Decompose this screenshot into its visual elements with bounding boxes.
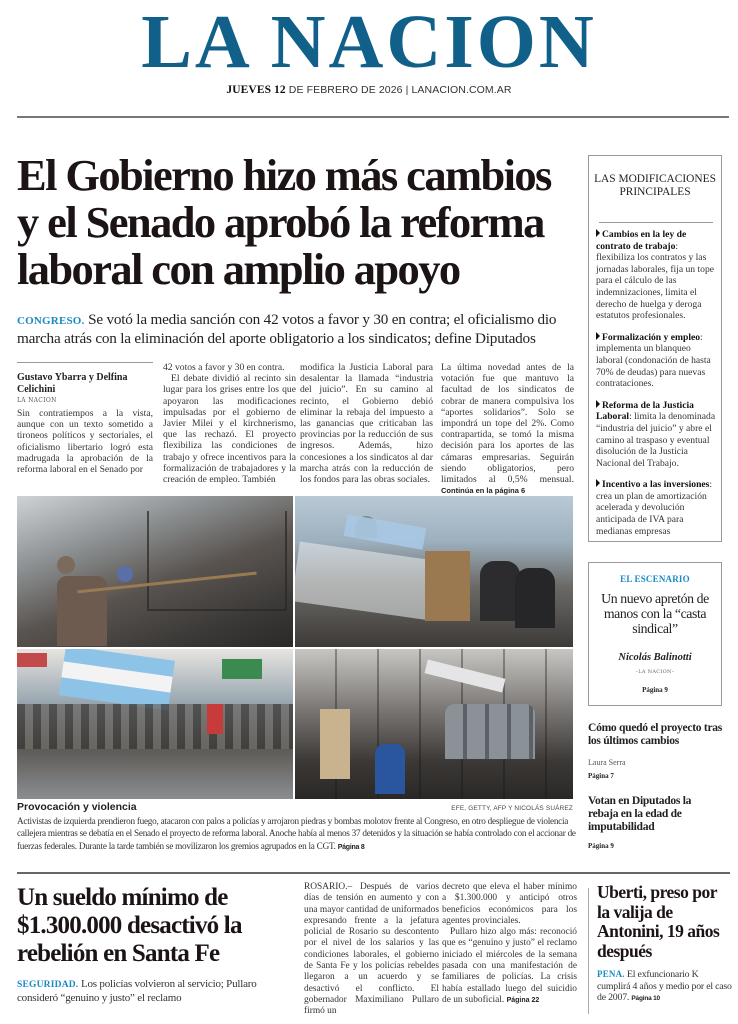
person-body	[515, 568, 555, 628]
sidebar-item-text: : crea un plan de amortización acelerada y devolución anticipada de IVA para medianas empresas	[596, 479, 713, 537]
photo-credit: EFE, GETTY, AFP Y NICOLÁS SUÁREZ	[451, 805, 573, 812]
lead-byline: Gustavo Ybarra y Delfina Celichini	[17, 372, 128, 395]
sign-shape	[222, 659, 262, 679]
santa-fe-page-link[interactable]: Página 22	[506, 996, 540, 1004]
santa-fe-column-1: ROSARIO.– Después de varios días de tensión en aumento y con una mayor cantidad de uniformados expresando frente a la jefatura policial de Rosario su descontento por el nivel de los salarios y las condiciones laborales, el gobierno de Santa Fe y los policías rebeldes llegaron a un acuerdo y se desactivó el conflicto. El gobernador Maximiliano Pullaro firmó un	[304, 882, 439, 1017]
lead-headline: El Gobierno hizo más cambios y el Senado aprobó la reforma laboral con amplio apoyo	[17, 150, 551, 294]
photo-protesters-fence[interactable]	[17, 496, 293, 647]
escenario-label: EL ESCENARIO	[620, 574, 690, 584]
sidebar-item-bold: Formalización y empleo	[602, 331, 701, 343]
lead-column-1: Sin contratiempos a la vista, aunque con un texto sometido a tironeos políticos y sectoriales, el oficialismo libertario logró esta madrugada la aprobación de la reforma laboral en el Senado por	[17, 408, 153, 476]
byline-divider	[17, 362, 153, 363]
fence-shape	[147, 511, 287, 611]
sidebar-list-item	[596, 400, 716, 470]
side-story-headline[interactable]: Votan en Diputados la rebaja en la edad de imputabilidad	[588, 794, 692, 833]
lead-column-2-para-2: El debate dividió al recinto sin lugar para los grises entre los que apoyaron las modificaciones impulsadas por el gobierno de Javier Milei y el kirchnerismo, que las rechazó. El proyecto flexibiliza las condiciones de trabajo y ofrece incentivos para la formalización de trabajadores y la creación de empleo. También	[163, 373, 296, 486]
dateline-day: JUEVES 12	[226, 84, 286, 96]
santa-fe-headline: Un sueldo mínimo de $1.300.000 desactivó la rebelión en Santa Fe	[17, 884, 242, 967]
santa-fe-column-2-para-2	[442, 927, 577, 1006]
person-body	[57, 576, 107, 646]
police-shields	[445, 704, 535, 759]
sidebar-item-text: : flexibiliza los contratos y las jornadas laborales, fija un tope para el cálculo de las indemnizaciones, limita el derecho de huelga y deroga estatutos profesionales.	[596, 240, 715, 322]
santa-fe-deck	[17, 978, 297, 1005]
dateline-rest: DE FEBRERO DE 2026 | LANACION.COM.AR	[285, 84, 512, 96]
sidebar-box-list	[596, 229, 716, 547]
photo-grid	[17, 496, 573, 799]
side-story-author: Laura Serra	[588, 758, 626, 767]
escenario-box[interactable]	[588, 562, 722, 706]
sidebar-list-item	[596, 479, 716, 537]
side-story-page-link[interactable]: Página 9	[588, 842, 614, 850]
side-story-headline[interactable]: Cómo quedó el proyecto tras los últimos cambios	[588, 721, 723, 747]
bullet-arrow-icon	[596, 400, 600, 408]
masthead-logo: LA NACION	[141, 0, 597, 84]
escenario-headline: Un nuevo apretón de manos con la “casta sindical”	[601, 591, 709, 636]
santa-fe-kicker: SEGURIDAD.	[17, 980, 79, 990]
lead-column-2-para-1: 42 votos a favor y 30 en contra.	[163, 362, 285, 373]
lead-column-3: modifica la Justicia Laboral para desalentar la llamada “industria del juicio”. En su camino al recinto, el Gobierno debió eliminar la rebaja del impuesto a las ganancias que criticaban las provincias por la reducción de sus ingresos. Además, hizo concesiones a los sindicatos al dar marcha atrás con la reducción de los fondos para las obras sociales.	[300, 362, 433, 486]
person-red-shirt	[207, 704, 223, 734]
uberti-headline: Uberti, preso por la valija de Antonini, 19 años después	[597, 882, 720, 961]
sidebar-box-divider	[599, 222, 713, 223]
photo-flag-protest[interactable]	[17, 649, 293, 799]
santa-fe-column-2	[442, 882, 577, 1006]
photo-police-shields[interactable]	[295, 649, 573, 799]
lead-column-4	[441, 362, 574, 496]
sidebar-item-bold: Incentivo a las inversiones	[602, 479, 710, 491]
person-head	[57, 556, 75, 574]
sidebar-modificaciones-box	[588, 155, 722, 542]
sidebar-box-title: LAS MODIFICACIONES PRINCIPALES	[594, 173, 716, 198]
person-body	[480, 561, 520, 621]
continues-link[interactable]: Continúa en la página 6	[441, 486, 526, 496]
dateline	[0, 84, 738, 96]
banner-shape	[17, 653, 47, 667]
bullet-arrow-icon	[596, 479, 600, 487]
lead-kicker: CONGRESO.	[17, 315, 85, 327]
lead-deck-text: Se votó la media sanción con 42 votos a favor y 30 en contra; el oficialismo dio marcha atrás con la eliminación del aporte obligatorio a los sindicatos; define Diputados	[17, 311, 557, 347]
santa-fe-deck-text: Los policías volvieron al servicio; Pullaro consideró “genuino y justo” el reclamo	[17, 978, 257, 1004]
sidebar-item-bold: Reforma de la Justicia Laboral	[596, 399, 694, 423]
escenario-source: –LA NACION–	[635, 669, 675, 675]
flag-shape	[344, 514, 427, 550]
poster-shape	[320, 709, 350, 779]
side-story-page-link[interactable]: Página 7	[588, 772, 614, 780]
sidebar-item-bold: Cambios en la ley de contrato de trabajo	[596, 229, 687, 252]
person-head	[117, 566, 133, 582]
sidebar-list-item	[596, 229, 716, 322]
photo-caption-page-link[interactable]: Página 8	[337, 843, 365, 851]
photo-caption-text: Activistas de izquierda prendieron fuego, atacaron con palos a policías y arrojaron piedras y bombas molotov frente al Congreso, en otro despliegue de violencia callejera mientras se debatía en el Senado el proyecto de reforma laboral. Anoche había al menos 37 detenidos y la situación se había controlado con el accionar de fuerzas federales. Durante la tarde también se movilizaron los gremios agrupados en la CGT.	[17, 816, 576, 851]
lead-deck	[17, 311, 577, 348]
santa-fe-column-2-para-1: decreto que eleva el haber mínimo a $1.300.000 y anticipó otros beneficios económicos para los agentes provinciales.	[442, 882, 577, 926]
escenario-author: Nicolás Balinotti	[618, 652, 692, 663]
uberti-page-link[interactable]: Página 10	[631, 995, 660, 1002]
person-blue-shirt	[375, 744, 405, 794]
bullet-arrow-icon	[596, 332, 600, 340]
bullet-arrow-icon	[596, 229, 600, 237]
uberti-deck-text: El exfuncionario K cumplirá 4 años y medio por el caso de 2007.	[597, 969, 732, 1003]
crowd-shape	[17, 704, 293, 749]
top-divider	[17, 116, 729, 118]
santa-fe-column-2-text: Pullaro hizo algo más: reconoció que es “genuino y justo” el reclamo iniciado el miércoles de la semana pasada con una manifestación de familiares de policías. La crisis había estallado luego del suicidio de un suboficial.	[442, 927, 577, 1005]
photo-caption-title: Provocación y violencia	[17, 801, 137, 813]
shield-board	[425, 551, 470, 621]
lead-byline-source: LA NACION	[17, 397, 57, 404]
photo-caption-body	[17, 815, 577, 854]
lead-column-2	[163, 362, 296, 485]
sidebar-item-text: : limita la denominada “industria del juicio” y abre el camino al traspaso y eventual disolución de la Justicia Nacional del Trabajo.	[596, 411, 716, 469]
lead-column-4-text: La última novedad antes de la votación fue que mantuvo la facultad de los sindicatos de cobrar de manera compulsiva los “aportes solidarios”. Solo se impondrá un tope del 2%. Como contrapartida, se tomó la misma decisión para los aportes de las cámaras empresarias. Seguirán siendo obligatorios, pero limitados al 0,5% mensual.	[441, 362, 574, 486]
sidebar-list-item	[596, 332, 716, 390]
uberti-deck	[597, 969, 732, 1005]
uberti-kicker: PENA.	[597, 969, 625, 979]
sidebar-item-text: : implementa un blanqueo laboral (condonación de hasta 70% de deudas) para nuevas contrataciones.	[596, 331, 711, 390]
water-spray	[295, 542, 438, 621]
uberti-vertical-rule	[588, 888, 589, 1014]
photo-water-cannon[interactable]	[295, 496, 573, 647]
bottom-divider	[17, 872, 730, 874]
escenario-page-link[interactable]: Página 9	[642, 686, 668, 694]
